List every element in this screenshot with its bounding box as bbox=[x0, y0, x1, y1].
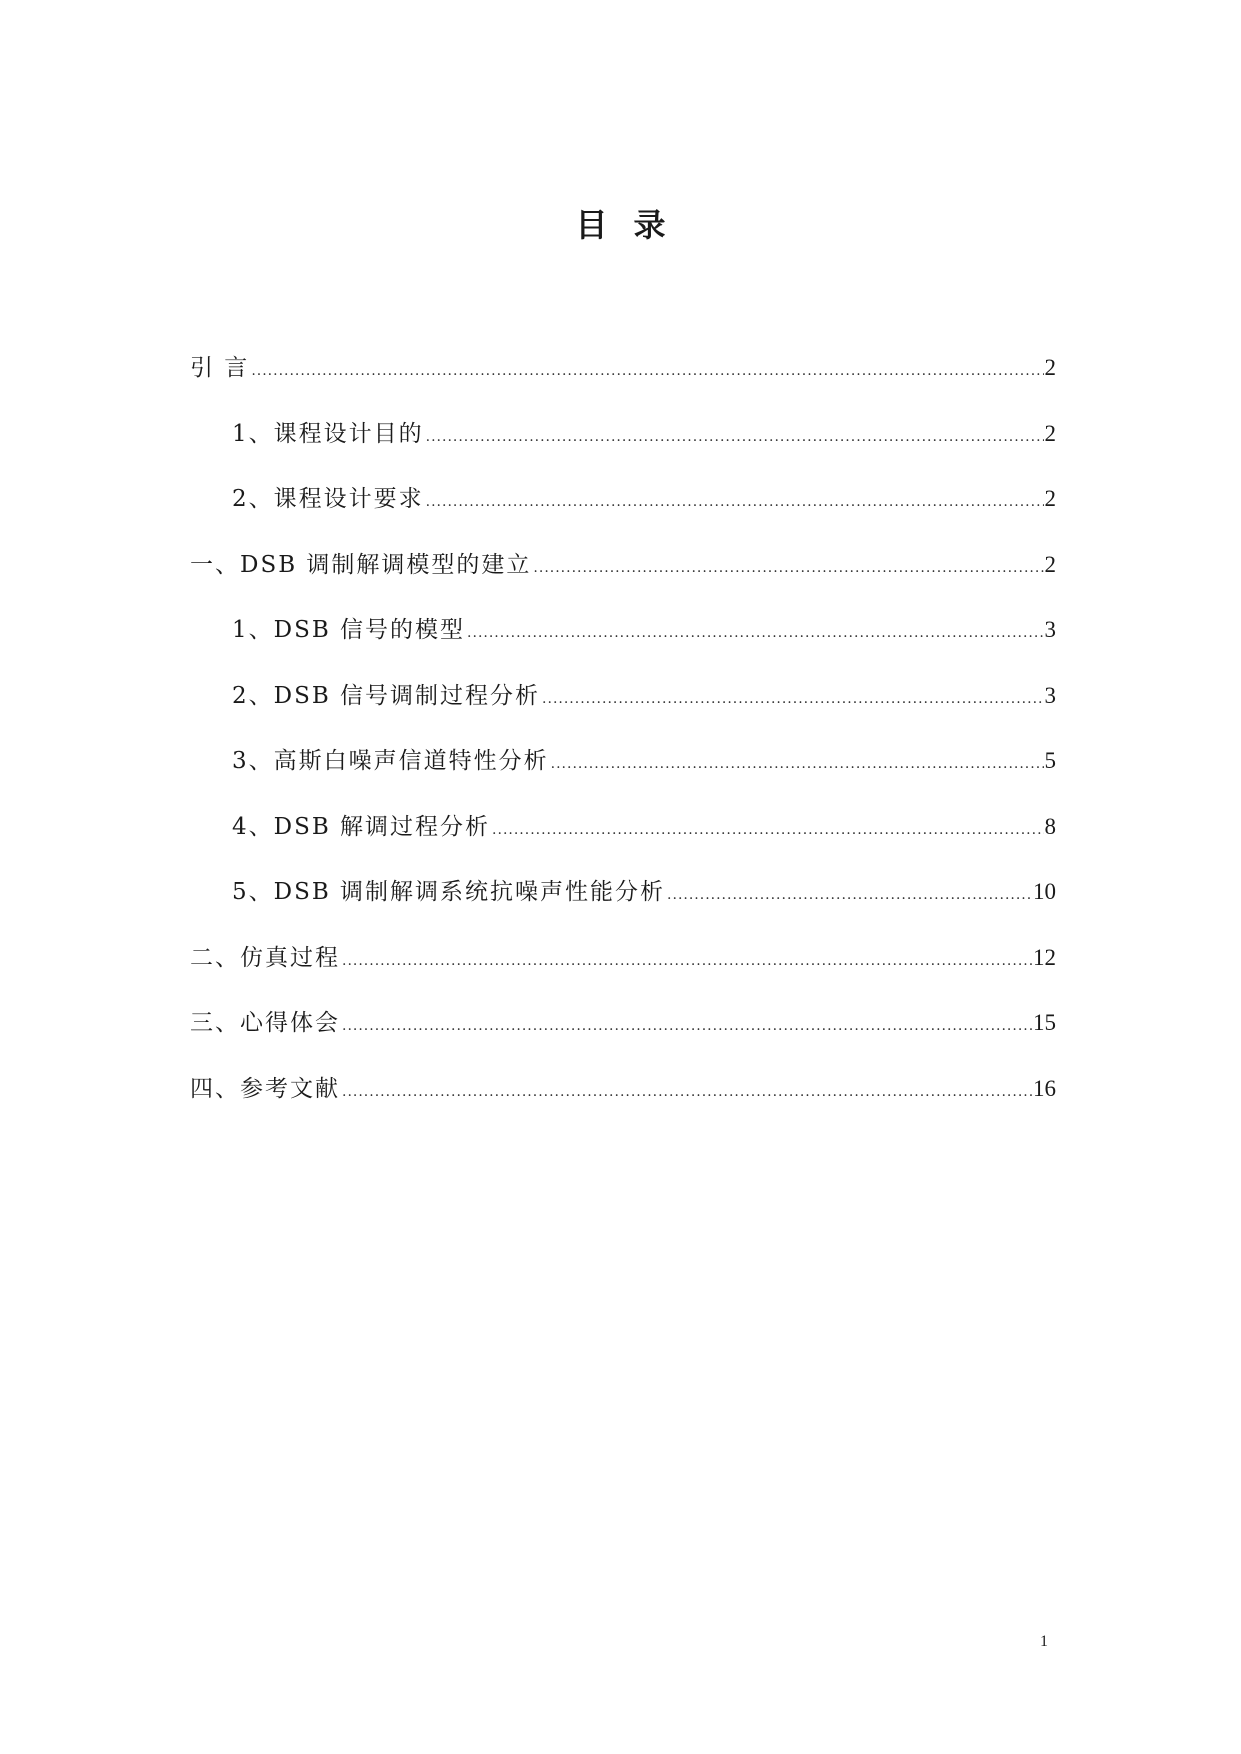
toc-entry-label: 一、DSB 调制解调模型的建立 bbox=[190, 551, 532, 578]
toc-entry-label: 引 言 bbox=[190, 355, 250, 381]
toc-entry-page: 16 bbox=[1033, 1075, 1056, 1101]
toc-entry-page: 10 bbox=[1033, 879, 1056, 904]
toc-entry-dsb-signal-model[interactable] bbox=[190, 612, 1056, 678]
toc-leader-dots bbox=[467, 615, 1043, 651]
toc-entry-label: 2、DSB 信号调制过程分析 bbox=[232, 682, 541, 709]
table-of-contents bbox=[190, 350, 1056, 1136]
toc-leader-dots bbox=[342, 1008, 1032, 1044]
toc-leader-dots bbox=[667, 877, 1032, 913]
toc-entry-label: 1、DSB 信号的模型 bbox=[232, 617, 466, 643]
toc-leader-dots bbox=[426, 419, 1044, 455]
toc-entry-label: 2、课程设计要求 bbox=[232, 486, 424, 512]
toc-entry-page: 8 bbox=[1044, 813, 1056, 839]
toc-entry-section-3[interactable] bbox=[190, 1005, 1056, 1071]
toc-entry-awgn-channel[interactable] bbox=[190, 743, 1056, 809]
toc-entry-noise-performance[interactable] bbox=[190, 874, 1056, 940]
toc-entry-label: 四、参考文献 bbox=[190, 1075, 340, 1102]
toc-entry-page: 2 bbox=[1044, 486, 1056, 511]
toc-leader-dots bbox=[533, 550, 1043, 586]
toc-entry-page: 12 bbox=[1033, 944, 1056, 970]
toc-entry-section-2[interactable] bbox=[190, 940, 1056, 1006]
page-number: 1 bbox=[1040, 1633, 1048, 1650]
toc-entry-demodulation-analysis[interactable] bbox=[190, 809, 1056, 875]
toc-entry-page: 2 bbox=[1044, 551, 1056, 577]
toc-leader-dots bbox=[342, 943, 1032, 979]
toc-entry-introduction[interactable] bbox=[190, 350, 1056, 416]
toc-entry-modulation-analysis[interactable] bbox=[190, 678, 1056, 744]
toc-entry-page: 2 bbox=[1044, 420, 1056, 446]
toc-entry-label: 1、课程设计目的 bbox=[232, 420, 424, 447]
toc-entry-label: 二、仿真过程 bbox=[190, 944, 340, 971]
toc-leader-dots bbox=[426, 484, 1044, 520]
toc-leader-dots bbox=[542, 681, 1043, 717]
toc-entry-label: 4、DSB 解调过程分析 bbox=[232, 813, 491, 840]
toc-entry-label: 5、DSB 调制解调系统抗噪声性能分析 bbox=[232, 879, 666, 905]
toc-entry-page: 3 bbox=[1044, 682, 1056, 708]
toc-leader-dots bbox=[342, 1074, 1032, 1110]
toc-entry-section-4[interactable] bbox=[190, 1071, 1056, 1137]
toc-entry-design-requirements[interactable] bbox=[190, 481, 1056, 547]
toc-entry-label: 3、高斯白噪声信道特性分析 bbox=[232, 748, 549, 774]
toc-entry-page: 5 bbox=[1044, 748, 1056, 773]
toc-leader-dots bbox=[251, 353, 1043, 389]
toc-entry-label: 三、心得体会 bbox=[190, 1010, 340, 1036]
page-title: 目录 bbox=[575, 206, 692, 245]
toc-entry-page: 2 bbox=[1044, 355, 1056, 380]
toc-leader-dots bbox=[492, 812, 1043, 848]
toc-entry-section-1[interactable] bbox=[190, 547, 1056, 613]
toc-entry-design-purpose[interactable] bbox=[190, 416, 1056, 482]
toc-leader-dots bbox=[551, 746, 1044, 782]
toc-entry-page: 3 bbox=[1044, 617, 1056, 642]
toc-entry-page: 15 bbox=[1033, 1010, 1056, 1035]
